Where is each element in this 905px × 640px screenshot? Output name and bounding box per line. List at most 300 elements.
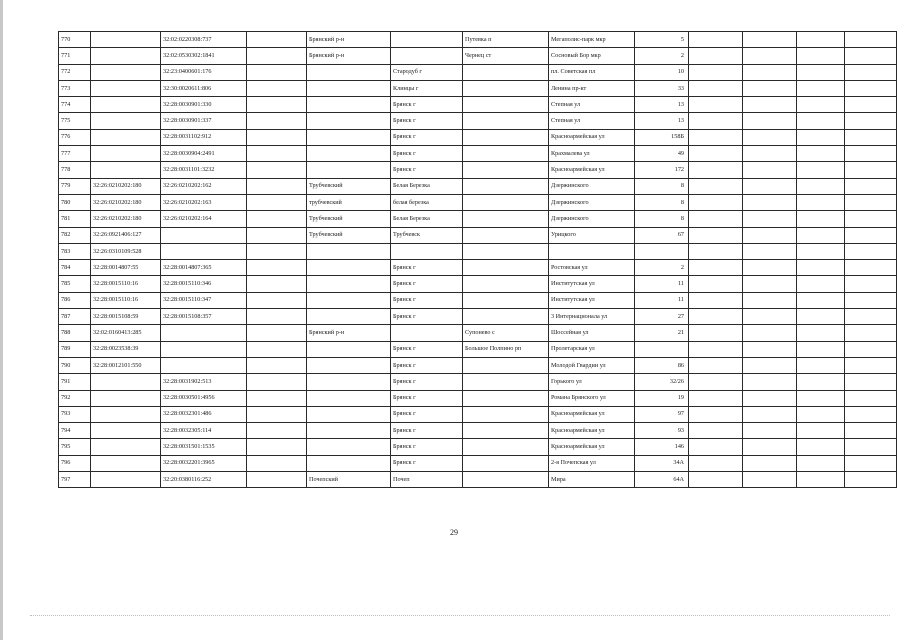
empty-cell	[845, 80, 897, 96]
district-cell: трубчевский	[307, 194, 391, 210]
row-number-cell: 780	[59, 194, 91, 210]
row-number-cell: 770	[59, 32, 91, 48]
street-cell: Шоссейная ул	[549, 325, 635, 341]
cadastral-number-cell	[91, 374, 161, 390]
empty-cell	[743, 129, 797, 145]
empty-cell	[845, 64, 897, 80]
settlement-cell	[463, 472, 549, 488]
building-cadastral-cell: 32:26:0210202:163	[161, 194, 247, 210]
empty-cell	[689, 113, 743, 129]
district-cell: Почепский	[307, 472, 391, 488]
city-cell: Брянск г	[391, 439, 463, 455]
empty-cell	[845, 341, 897, 357]
building-cadastral-cell: 32:28:0032305:114	[161, 423, 247, 439]
house-number-cell: 32/26	[635, 374, 689, 390]
table-row	[59, 472, 897, 488]
empty-cell	[797, 227, 845, 243]
street-cell: Красноармейская ул	[549, 129, 635, 145]
building-cadastral-cell: 32:28:0015108:357	[161, 309, 247, 325]
city-cell: Трубчевск	[391, 227, 463, 243]
scan-artifact-line	[30, 611, 890, 616]
district-cell	[307, 341, 391, 357]
empty-cell	[689, 292, 743, 308]
blank-cell	[247, 341, 307, 357]
building-cadastral-cell: 32:20:0380116:252	[161, 472, 247, 488]
empty-cell	[689, 80, 743, 96]
page-edge	[0, 0, 3, 640]
street-cell: Молодой Гвардии ул	[549, 357, 635, 373]
empty-cell	[797, 406, 845, 422]
street-cell: Ленина пр-кт	[549, 80, 635, 96]
empty-cell	[797, 390, 845, 406]
empty-cell	[689, 48, 743, 64]
building-cadastral-cell: 32:28:0015110:346	[161, 276, 247, 292]
house-number-cell: 64А	[635, 472, 689, 488]
row-number-cell: 778	[59, 162, 91, 178]
empty-cell	[797, 32, 845, 48]
street-cell: Красноармейская ул	[549, 162, 635, 178]
blank-cell	[247, 32, 307, 48]
street-cell	[549, 243, 635, 259]
empty-cell	[689, 211, 743, 227]
empty-cell	[797, 341, 845, 357]
street-cell: Мегаполис-парк мкр	[549, 32, 635, 48]
settlement-cell	[463, 178, 549, 194]
building-cadastral-cell	[161, 243, 247, 259]
blank-cell	[247, 357, 307, 373]
blank-cell	[247, 260, 307, 276]
table-row	[59, 325, 897, 341]
house-number-cell: 158Б	[635, 129, 689, 145]
city-cell	[391, 325, 463, 341]
street-cell: Крахмалева ул	[549, 146, 635, 162]
empty-cell	[797, 472, 845, 488]
settlement-cell: Чернец ст	[463, 48, 549, 64]
district-cell	[307, 455, 391, 471]
house-number-cell: 21	[635, 325, 689, 341]
empty-cell	[689, 357, 743, 373]
empty-cell	[797, 64, 845, 80]
table-row	[59, 292, 897, 308]
empty-cell	[845, 146, 897, 162]
building-cadastral-cell: 32:28:0032301:486	[161, 406, 247, 422]
blank-cell	[247, 455, 307, 471]
district-cell	[307, 390, 391, 406]
city-cell: Брянск г	[391, 406, 463, 422]
row-number-cell: 784	[59, 260, 91, 276]
house-number-cell: 10	[635, 64, 689, 80]
empty-cell	[845, 423, 897, 439]
district-cell	[307, 260, 391, 276]
blank-cell	[247, 309, 307, 325]
row-number-cell: 791	[59, 374, 91, 390]
building-cadastral-cell: 32:30:0020611:806	[161, 80, 247, 96]
street-cell: Институтская ул	[549, 276, 635, 292]
row-number-cell: 788	[59, 325, 91, 341]
city-cell: Брянск г	[391, 113, 463, 129]
cadastral-number-cell: 32:26:0310109:528	[91, 243, 161, 259]
table-row	[59, 162, 897, 178]
row-number-cell: 771	[59, 48, 91, 64]
empty-cell	[743, 292, 797, 308]
empty-cell	[689, 178, 743, 194]
cadastral-number-cell: 32:28:0014807:55	[91, 260, 161, 276]
empty-cell	[845, 194, 897, 210]
row-number-cell: 775	[59, 113, 91, 129]
house-number-cell: 2	[635, 48, 689, 64]
house-number-cell: 11	[635, 276, 689, 292]
cadastral-number-cell	[91, 162, 161, 178]
empty-cell	[845, 292, 897, 308]
city-cell: Брянск г	[391, 390, 463, 406]
building-cadastral-cell: 32:28:0031101:3232	[161, 162, 247, 178]
row-number-cell: 777	[59, 146, 91, 162]
cadastral-number-cell: 32:02:0160413:285	[91, 325, 161, 341]
table-row	[59, 97, 897, 113]
table-row	[59, 406, 897, 422]
empty-cell	[797, 276, 845, 292]
empty-cell	[797, 162, 845, 178]
settlement-cell	[463, 374, 549, 390]
settlement-cell	[463, 64, 549, 80]
cadastral-number-cell: 32:28:0012101:550	[91, 357, 161, 373]
settlement-cell	[463, 80, 549, 96]
cadastral-number-cell	[91, 64, 161, 80]
row-number-cell: 781	[59, 211, 91, 227]
row-number-cell: 787	[59, 309, 91, 325]
empty-cell	[743, 423, 797, 439]
house-number-cell: 86	[635, 357, 689, 373]
settlement-cell: Путевка п	[463, 32, 549, 48]
empty-cell	[743, 162, 797, 178]
empty-cell	[689, 32, 743, 48]
city-cell: Брянск г	[391, 146, 463, 162]
empty-cell	[845, 162, 897, 178]
registry-sheet	[58, 31, 897, 488]
street-cell: Пролетарская ул	[549, 341, 635, 357]
city-cell: Брянск г	[391, 455, 463, 471]
street-cell: Красноармейская ул	[549, 439, 635, 455]
district-cell	[307, 64, 391, 80]
street-cell: Дзержинского	[549, 194, 635, 210]
row-number-cell: 774	[59, 97, 91, 113]
district-cell	[307, 423, 391, 439]
city-cell: Брянск г	[391, 309, 463, 325]
empty-cell	[743, 178, 797, 194]
empty-cell	[845, 406, 897, 422]
street-cell: 2-я Почепская ул	[549, 455, 635, 471]
registry-table	[58, 31, 897, 488]
building-cadastral-cell	[161, 341, 247, 357]
empty-cell	[797, 211, 845, 227]
street-cell: 3 Интернационала ул	[549, 309, 635, 325]
city-cell: Почеп	[391, 472, 463, 488]
blank-cell	[247, 64, 307, 80]
empty-cell	[689, 260, 743, 276]
building-cadastral-cell	[161, 357, 247, 373]
district-cell	[307, 309, 391, 325]
building-cadastral-cell	[161, 325, 247, 341]
cadastral-number-cell	[91, 129, 161, 145]
empty-cell	[689, 146, 743, 162]
row-number-cell: 783	[59, 243, 91, 259]
blank-cell	[247, 211, 307, 227]
settlement-cell	[463, 194, 549, 210]
empty-cell	[743, 227, 797, 243]
table-row	[59, 243, 897, 259]
cadastral-number-cell	[91, 97, 161, 113]
empty-cell	[845, 48, 897, 64]
empty-cell	[797, 129, 845, 145]
district-cell	[307, 276, 391, 292]
cadastral-number-cell: 32:26:0210202:180	[91, 211, 161, 227]
house-number-cell: 13	[635, 113, 689, 129]
empty-cell	[797, 455, 845, 471]
blank-cell	[247, 162, 307, 178]
street-cell: Сосновый Бор мкр	[549, 48, 635, 64]
row-number-cell: 773	[59, 80, 91, 96]
empty-cell	[797, 113, 845, 129]
street-cell: Красноармейская ул	[549, 423, 635, 439]
row-number-cell: 795	[59, 439, 91, 455]
table-row	[59, 276, 897, 292]
empty-cell	[797, 178, 845, 194]
row-number-cell: 792	[59, 390, 91, 406]
empty-cell	[845, 32, 897, 48]
row-number-cell: 790	[59, 357, 91, 373]
street-cell: Красноармейская ул	[549, 406, 635, 422]
settlement-cell	[463, 146, 549, 162]
empty-cell	[845, 129, 897, 145]
empty-cell	[689, 472, 743, 488]
district-cell	[307, 113, 391, 129]
blank-cell	[247, 276, 307, 292]
empty-cell	[743, 390, 797, 406]
building-cadastral-cell: 32:28:0030901:330	[161, 97, 247, 113]
settlement-cell	[463, 292, 549, 308]
empty-cell	[743, 113, 797, 129]
city-cell: Брянск г	[391, 276, 463, 292]
blank-cell	[247, 472, 307, 488]
table-row	[59, 341, 897, 357]
table-row	[59, 211, 897, 227]
street-cell: Романа Брянского ул	[549, 390, 635, 406]
cadastral-number-cell	[91, 406, 161, 422]
house-number-cell	[635, 243, 689, 259]
district-cell	[307, 374, 391, 390]
cadastral-number-cell	[91, 423, 161, 439]
empty-cell	[689, 374, 743, 390]
empty-cell	[743, 194, 797, 210]
district-cell: Брянский р-н	[307, 325, 391, 341]
empty-cell	[743, 211, 797, 227]
settlement-cell: Супонево с	[463, 325, 549, 341]
empty-cell	[845, 260, 897, 276]
city-cell: Брянск г	[391, 341, 463, 357]
table-row	[59, 64, 897, 80]
empty-cell	[845, 374, 897, 390]
page-number: 29	[450, 528, 458, 537]
blank-cell	[247, 227, 307, 243]
blank-cell	[247, 194, 307, 210]
empty-cell	[845, 227, 897, 243]
table-row	[59, 129, 897, 145]
cadastral-number-cell: 32:26:0210202:180	[91, 194, 161, 210]
city-cell: Белая Березка	[391, 178, 463, 194]
district-cell	[307, 406, 391, 422]
empty-cell	[845, 472, 897, 488]
empty-cell	[797, 439, 845, 455]
district-cell	[307, 292, 391, 308]
house-number-cell: 8	[635, 194, 689, 210]
empty-cell	[743, 48, 797, 64]
building-cadastral-cell: 32:28:0014807:365	[161, 260, 247, 276]
row-number-cell: 786	[59, 292, 91, 308]
house-number-cell: 27	[635, 309, 689, 325]
street-cell: пл. Советская пл	[549, 64, 635, 80]
cadastral-number-cell: 32:26:0921406:127	[91, 227, 161, 243]
city-cell	[391, 243, 463, 259]
house-number-cell: 49	[635, 146, 689, 162]
empty-cell	[743, 146, 797, 162]
blank-cell	[247, 325, 307, 341]
district-cell: Трубчевский	[307, 227, 391, 243]
empty-cell	[797, 357, 845, 373]
empty-cell	[689, 325, 743, 341]
settlement-cell: Большое Полпино рп	[463, 341, 549, 357]
city-cell: Брянск г	[391, 423, 463, 439]
table-row	[59, 455, 897, 471]
table-row	[59, 48, 897, 64]
building-cadastral-cell: 32:28:0030904:2491	[161, 146, 247, 162]
blank-cell	[247, 390, 307, 406]
district-cell	[307, 129, 391, 145]
building-cadastral-cell: 32:26:0210202:164	[161, 211, 247, 227]
empty-cell	[689, 276, 743, 292]
street-cell: Степная ул	[549, 113, 635, 129]
empty-cell	[689, 227, 743, 243]
city-cell: Брянск г	[391, 374, 463, 390]
building-cadastral-cell	[161, 227, 247, 243]
building-cadastral-cell: 32:28:0031501:1535	[161, 439, 247, 455]
city-cell: Брянск г	[391, 260, 463, 276]
empty-cell	[689, 390, 743, 406]
table-row	[59, 146, 897, 162]
empty-cell	[743, 374, 797, 390]
settlement-cell	[463, 97, 549, 113]
blank-cell	[247, 243, 307, 259]
settlement-cell	[463, 243, 549, 259]
city-cell	[391, 48, 463, 64]
empty-cell	[845, 243, 897, 259]
row-number-cell: 779	[59, 178, 91, 194]
cadastral-number-cell	[91, 455, 161, 471]
district-cell: Трубчевский	[307, 178, 391, 194]
building-cadastral-cell: 32:26:0210202:162	[161, 178, 247, 194]
settlement-cell	[463, 439, 549, 455]
house-number-cell: 172	[635, 162, 689, 178]
empty-cell	[743, 80, 797, 96]
settlement-cell	[463, 211, 549, 227]
cadastral-number-cell	[91, 113, 161, 129]
table-row	[59, 357, 897, 373]
row-number-cell: 796	[59, 455, 91, 471]
empty-cell	[797, 48, 845, 64]
empty-cell	[797, 374, 845, 390]
cadastral-number-cell	[91, 32, 161, 48]
house-number-cell: 8	[635, 211, 689, 227]
district-cell: Брянский р-н	[307, 48, 391, 64]
row-number-cell: 776	[59, 129, 91, 145]
house-number-cell: 5	[635, 32, 689, 48]
empty-cell	[845, 276, 897, 292]
empty-cell	[743, 341, 797, 357]
empty-cell	[845, 357, 897, 373]
settlement-cell	[463, 309, 549, 325]
empty-cell	[689, 162, 743, 178]
settlement-cell	[463, 455, 549, 471]
house-number-cell: 2	[635, 260, 689, 276]
street-cell: Дзержинского	[549, 178, 635, 194]
empty-cell	[743, 260, 797, 276]
building-cadastral-cell: 32:28:0031102:912	[161, 129, 247, 145]
row-number-cell: 797	[59, 472, 91, 488]
settlement-cell	[463, 406, 549, 422]
settlement-cell	[463, 276, 549, 292]
settlement-cell	[463, 357, 549, 373]
house-number-cell: 34А	[635, 455, 689, 471]
settlement-cell	[463, 390, 549, 406]
building-cadastral-cell: 32:23:0400601:176	[161, 64, 247, 80]
settlement-cell	[463, 227, 549, 243]
empty-cell	[689, 243, 743, 259]
table-row	[59, 178, 897, 194]
empty-cell	[743, 406, 797, 422]
blank-cell	[247, 80, 307, 96]
cadastral-number-cell	[91, 390, 161, 406]
table-row	[59, 194, 897, 210]
empty-cell	[797, 146, 845, 162]
cadastral-number-cell: 32:26:0210202:180	[91, 178, 161, 194]
city-cell: Клинцы г	[391, 80, 463, 96]
street-cell: Горького ул	[549, 374, 635, 390]
blank-cell	[247, 97, 307, 113]
table-row	[59, 423, 897, 439]
house-number-cell: 11	[635, 292, 689, 308]
street-cell: Дзержинского	[549, 211, 635, 227]
table-row	[59, 227, 897, 243]
blank-cell	[247, 146, 307, 162]
empty-cell	[743, 64, 797, 80]
empty-cell	[743, 309, 797, 325]
empty-cell	[689, 97, 743, 113]
city-cell	[391, 32, 463, 48]
street-cell: Степная ул	[549, 97, 635, 113]
cadastral-number-cell	[91, 472, 161, 488]
building-cadastral-cell: 32:28:0030901:337	[161, 113, 247, 129]
empty-cell	[797, 243, 845, 259]
city-cell: Брянск г	[391, 129, 463, 145]
empty-cell	[797, 309, 845, 325]
empty-cell	[797, 194, 845, 210]
empty-cell	[689, 439, 743, 455]
row-number-cell: 772	[59, 64, 91, 80]
table-row	[59, 80, 897, 96]
empty-cell	[689, 129, 743, 145]
empty-cell	[845, 390, 897, 406]
settlement-cell	[463, 129, 549, 145]
street-cell: Институтская ул	[549, 292, 635, 308]
